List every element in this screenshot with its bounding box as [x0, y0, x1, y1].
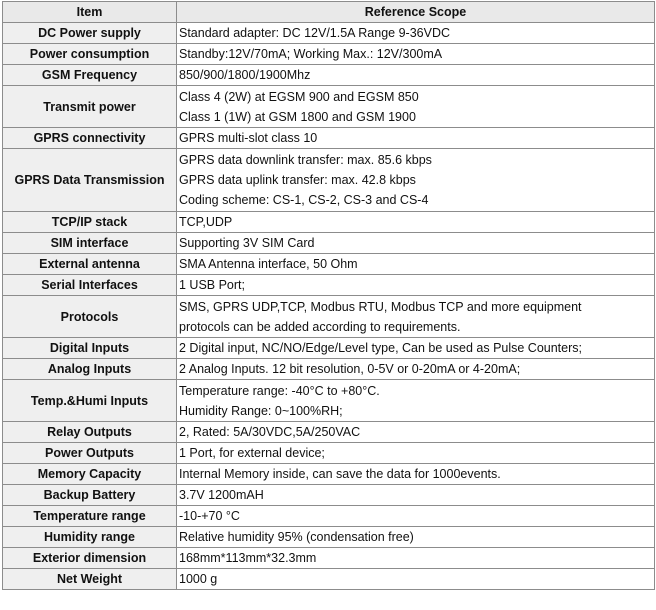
reference-scope-line: GPRS data uplink transfer: max. 42.8 kbps — [179, 173, 416, 187]
reference-scope-cell — [177, 233, 655, 254]
reference-scope-line: Humidity Range: 0~100%RH; — [179, 403, 343, 418]
item-label: GPRS Data Transmission — [3, 149, 177, 212]
item-label: Digital Inputs — [3, 338, 177, 359]
reference-scope-line: 2 Digital input, NC/NO/Edge/Level type, Can be used as Pulse Counters; — [179, 341, 582, 355]
item-label: Serial Interfaces — [3, 275, 177, 296]
item-label: Transmit power — [3, 86, 177, 128]
item-label: Relay Outputs — [3, 422, 177, 443]
table-row — [3, 569, 655, 590]
table-row — [3, 65, 655, 86]
reference-scope-cell — [177, 569, 655, 590]
reference-scope-line: GPRS data downlink transfer: max. 85.6 kbps — [179, 153, 432, 167]
table-row — [3, 44, 655, 65]
reference-scope-cell — [177, 506, 655, 527]
item-label: GPRS connectivity — [3, 128, 177, 149]
item-label: Memory Capacity — [3, 464, 177, 485]
item-label: DC Power supply — [3, 23, 177, 44]
item-label: TCP/IP stack — [3, 212, 177, 233]
item-label: Exterior dimension — [3, 548, 177, 569]
item-label: Humidity range — [3, 527, 177, 548]
item-label: SIM interface — [3, 233, 177, 254]
reference-scope-cell — [177, 464, 655, 485]
table-row — [3, 86, 655, 128]
item-label: External antenna — [3, 254, 177, 275]
reference-scope-line: Standby:12V/70mA; Working Max.: 12V/300mA — [179, 47, 443, 61]
reference-scope-line: Class 1 (1W) at GSM 1800 and GSM 1900 — [179, 109, 416, 124]
table-row — [3, 149, 655, 212]
reference-scope-cell — [177, 548, 655, 569]
table-row — [3, 464, 655, 485]
reference-scope-line: 1 USB Port; — [179, 278, 245, 292]
item-label: Analog Inputs — [3, 359, 177, 380]
reference-scope-line: 3.7V 1200mAH — [179, 488, 264, 502]
table-row — [3, 275, 655, 296]
reference-scope-cell — [177, 254, 655, 275]
reference-scope-line: 2 Analog Inputs. 12 bit resolution, 0-5V or 0-20mA or 4-20mA; — [179, 362, 521, 376]
reference-scope-line: 1000 g — [179, 572, 218, 586]
table-row — [3, 422, 655, 443]
reference-scope-cell — [177, 212, 655, 233]
reference-scope-line: SMS, GPRS UDP,TCP, Modbus RTU, Modbus TCP and more equipment — [179, 299, 582, 314]
table-row — [3, 380, 655, 422]
reference-scope-line: Supporting 3V SIM Card — [179, 236, 315, 250]
reference-scope-cell — [177, 44, 655, 65]
reference-scope-cell — [177, 275, 655, 296]
item-label: Backup Battery — [3, 485, 177, 506]
reference-scope-line: 1 Port, for external device; — [179, 446, 325, 460]
table-row — [3, 254, 655, 275]
table-row — [3, 23, 655, 44]
reference-scope-line: 2, Rated: 5A/30VDC,5A/250VAC — [179, 425, 361, 439]
spec-table — [2, 1, 655, 590]
header-item: Item — [3, 2, 177, 23]
reference-scope-cell — [177, 485, 655, 506]
item-label: GSM Frequency — [3, 65, 177, 86]
table-row — [3, 443, 655, 464]
header-row — [3, 2, 655, 23]
item-label: Protocols — [3, 296, 177, 338]
table-row — [3, 212, 655, 233]
table-row — [3, 296, 655, 338]
reference-scope-line: GPRS multi-slot class 10 — [179, 131, 318, 145]
reference-scope-line: SMA Antenna interface, 50 Ohm — [179, 257, 358, 271]
reference-scope-cell — [177, 296, 655, 338]
reference-scope-cell — [177, 422, 655, 443]
table-row — [3, 485, 655, 506]
reference-scope-line: Relative humidity 95% (condensation free) — [179, 530, 414, 544]
table-row — [3, 506, 655, 527]
reference-scope-line: Internal Memory inside, can save the data for 1000events. — [179, 467, 501, 481]
reference-scope-line: -10-+70 °C — [179, 509, 240, 523]
table-row — [3, 359, 655, 380]
table-row — [3, 338, 655, 359]
table-row — [3, 128, 655, 149]
reference-scope-line: protocols can be added according to requirements. — [179, 319, 461, 334]
reference-scope-cell — [177, 86, 655, 128]
table-row — [3, 233, 655, 254]
table-row — [3, 527, 655, 548]
spec-table-body — [3, 23, 655, 590]
reference-scope-line: TCP,UDP — [179, 215, 233, 229]
reference-scope-cell — [177, 443, 655, 464]
reference-scope-line: Class 4 (2W) at EGSM 900 and EGSM 850 — [179, 89, 419, 104]
reference-scope-line: Standard adapter: DC 12V/1.5A Range 9-36VDC — [179, 26, 451, 40]
reference-scope-cell — [177, 128, 655, 149]
reference-scope-cell — [177, 359, 655, 380]
item-label: Temperature range — [3, 506, 177, 527]
reference-scope-line: 850/900/1800/1900Mhz — [179, 68, 311, 82]
header-reference-scope: Reference Scope — [177, 2, 655, 23]
item-label: Temp.&Humi Inputs — [3, 380, 177, 422]
reference-scope-cell — [177, 149, 655, 212]
reference-scope-cell — [177, 23, 655, 44]
reference-scope-cell — [177, 338, 655, 359]
item-label: Power consumption — [3, 44, 177, 65]
reference-scope-cell — [177, 380, 655, 422]
reference-scope-cell — [177, 527, 655, 548]
reference-scope-line: Temperature range: -40°C to +80°C. — [179, 383, 380, 398]
item-label: Net Weight — [3, 569, 177, 590]
item-label: Power Outputs — [3, 443, 177, 464]
reference-scope-line: Coding scheme: CS-1, CS-2, CS-3 and CS-4 — [179, 193, 429, 207]
reference-scope-line: 168mm*113mm*32.3mm — [179, 551, 317, 565]
table-row — [3, 548, 655, 569]
reference-scope-cell — [177, 65, 655, 86]
